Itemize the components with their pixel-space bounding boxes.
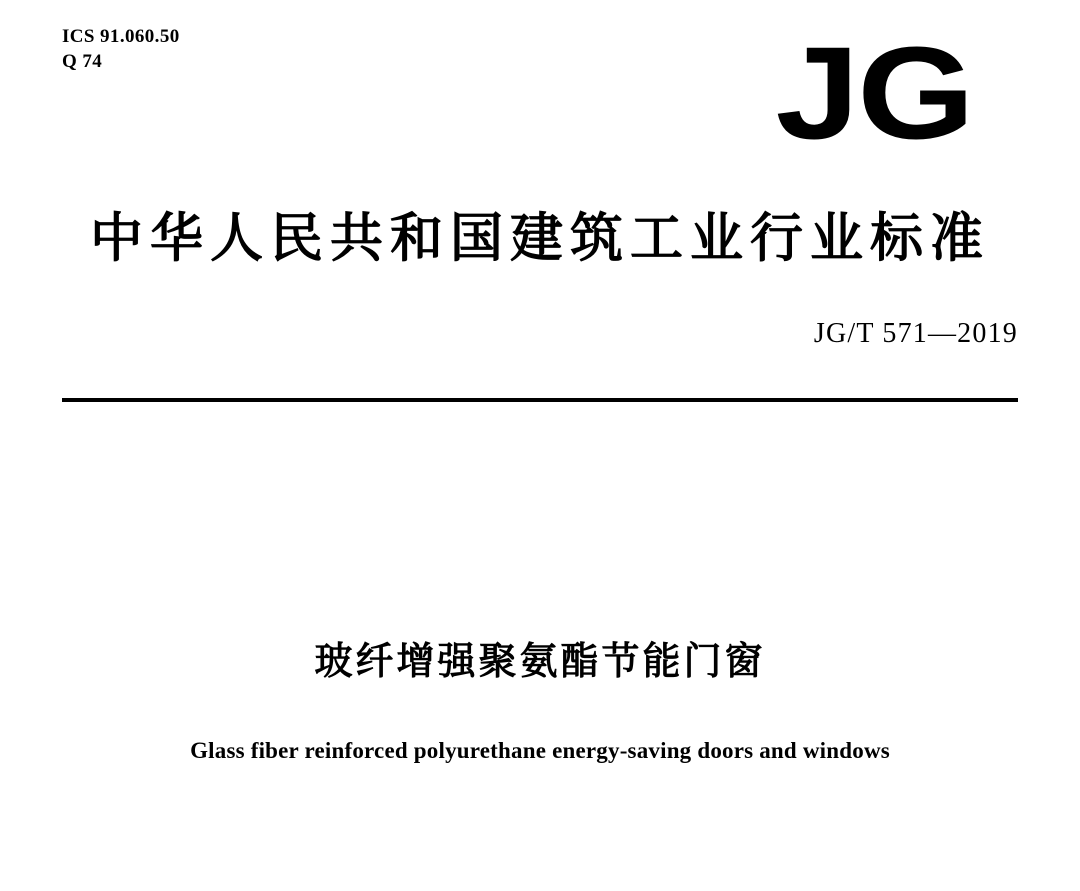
jg-logo: JG xyxy=(775,20,972,167)
document-title-english: Glass fiber reinforced polyurethane energy-saving doors and windows xyxy=(190,738,890,763)
document-title-chinese: 玻纤增强聚氨酯节能门窗 xyxy=(314,639,766,683)
classification-codes xyxy=(62,24,180,74)
standard-number: JG/T 571—2019 xyxy=(813,318,1018,349)
header-divider xyxy=(62,398,1018,402)
category-code: Q 74 xyxy=(62,51,103,73)
ics-code: ICS 91.060.50 xyxy=(62,26,180,47)
standard-series-title: 中华人民共和国建筑工业行业标准 xyxy=(90,208,990,269)
